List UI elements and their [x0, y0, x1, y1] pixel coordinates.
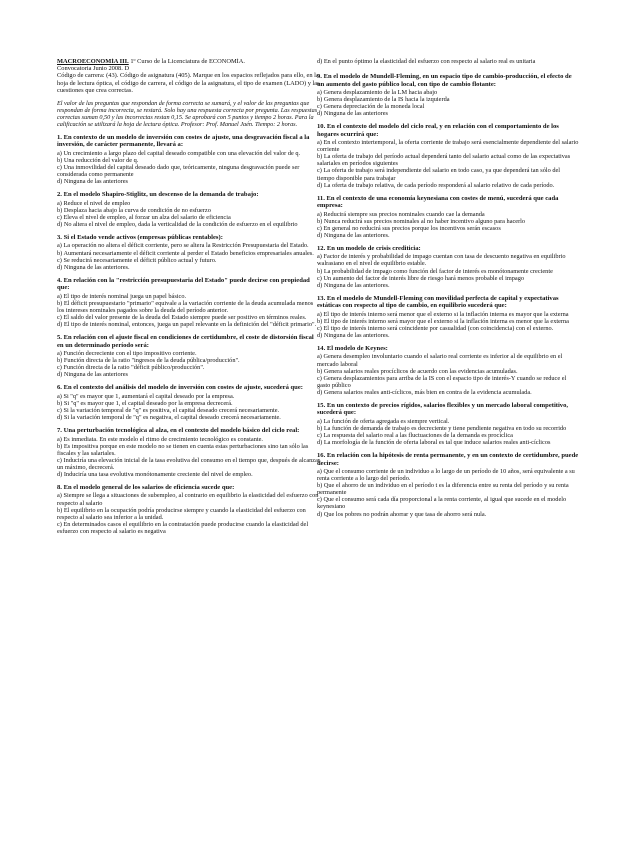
answer-option: b) Aumentará necesariamente el déficit corriente al perder el Estado beneficios empresariales anuales.: [57, 249, 314, 257]
answer-option: a) Es inmediata. En este modelo el ritmo de crecimiento tecnológico es constante.: [57, 435, 263, 443]
answer-option: d) No altera el nivel de empleo, dada la verticalidad de la condición de esfuerzo en el equilibrio: [57, 220, 298, 228]
question-title: 4. En relación con la "restricción presupuestaria del Estado" puede decirse con propiedad que:: [57, 276, 310, 292]
answer-option: a) El tipo de interés interno será menor que el externo si la inflación interna es mayor que la externa: [317, 310, 569, 318]
answer-option: a) La función de oferta agregada es siempre vertical.: [317, 417, 450, 425]
course-name: MACROECONOMÍA III.: [57, 58, 129, 65]
question-title: 7. Una perturbación tecnológica al alza, en el contexto del modelo básico del ciclo real:: [57, 427, 300, 435]
answer-option: d) Ninguna de las anteriores.: [57, 263, 130, 271]
header-line-1: [57, 58, 320, 65]
answer-option: c) La oferta de trabajo será independiente del salario en todo caso, ya que dependerá tan sólo del tiempo disponible para trabajar: [317, 167, 561, 182]
answer-option: c) Si la variación temporal de "q" es positiva, el capital deseado crecerá necesariamente.: [57, 406, 280, 414]
header-line-3: Código de carrera: (43). Código de asignatura (405). Marque en los espacios reflejados para ello, en la hoja de lectura óptica, el código de carrera, el código de la asignatura, el tipo de examen (LADO) y las cuestiones que crea correctas.: [57, 72, 320, 94]
answer-option: b) Que el ahorro de un individuo en el período t es la diferencia entre su renta del período y su renta permanente: [317, 482, 569, 497]
answer-option: a) El tipo de interés nominal juega un papel básico.: [57, 292, 187, 300]
question-block: [57, 427, 320, 478]
answer-option: d) Ninguna de las anteriores: [317, 110, 388, 118]
question-block: [317, 195, 579, 239]
answer-option: d) Ninguna de las anteriores: [57, 178, 128, 186]
answer-option: b) El tipo de interés interno será mayor que el externo si la inflación interna es menor que la externa: [317, 317, 569, 325]
answer-option: d) Ninguna de las anteriores.: [317, 281, 390, 289]
question-title: 2. En el modelo Shapiro-Stiglitz, un descenso de la demanda de trabajo:: [57, 191, 259, 199]
question-block: [317, 295, 579, 339]
answer-option: a) Si "q" es mayor que 1, aumentará el capital deseado por la empresa.: [57, 392, 235, 400]
question-block: [317, 345, 579, 396]
answer-option: c) Induciría una elevación inicial de la tasa evolutiva del consumo en el tiempo que, después de alcanzar un máximo, decrecerá.: [57, 456, 320, 471]
question-block: [57, 384, 320, 421]
answer-option: b) El equilibrio en la ocupación podría producirse siempre y cuando la elasticidad del esfuerzo con respecto al salario sea inferior a la unidad.: [57, 506, 306, 521]
answer-option: a) Función decreciente con el tipo impositivo corriente.: [57, 349, 197, 357]
answer-option: d) Si la variación temporal de "q" es negativa, el capital deseado crecerá necesariamente.: [57, 414, 281, 422]
answer-option: c) Un aumento del factor de interés libre de riesgo hará menos probable el impago: [317, 274, 525, 282]
answer-option: a) Reducirá siempre sus precios nominales cuando cae la demanda: [317, 210, 485, 218]
question-block: [57, 334, 320, 378]
answer-option: b) Genera desplazamiento de la IS hacia la izquierda: [317, 96, 450, 103]
answer-option: c) Que el consumo será cada día proporcional a la renta corriente, al igual que sucede en el modelo keynesiano: [317, 496, 567, 511]
answer-option: b) La probabilidad de impago como función del factor de interés es monótonamente creciente: [317, 267, 553, 275]
answer-option: b) Si "q" es mayor que 1, el capital deseado por la empresa decrecerá.: [57, 399, 233, 407]
answer-option: d) Que los pobres no podrán ahorrar y que tasa de ahorro será nula.: [317, 510, 487, 518]
right-question-list: [317, 73, 579, 518]
answer-option: b) Es impositiva porque en este modelo no se tienen en cuenta estas perturbaciones sino tan sólo las fiscales y las salariales.: [57, 442, 309, 457]
answer-option: c) Genera desplazamientos para arriba de la IS con el espacio tipo de interés-Y cuando se reduce el gasto público: [317, 374, 567, 389]
answer-option: a) Factor de interés y probabilidad de impago cuentan con tasa de descuento negativa en equilibrio walrasiano en el nivel de equilibrio estable.: [317, 253, 566, 268]
question-block: [57, 277, 320, 328]
answer-option: d) Ninguna de las anteriores: [57, 371, 128, 379]
exam-instructions: El valor de las preguntas que respondan de forma correcta se sumará, y el valor de las preguntas que respondan de forma incorrecta, se restará. Solo hay una respuesta correcta por pregunta. Las respuestas correctas suman 0,50 y las incorrectas restan 0,15. Se aprobará con 5 puntos y tiempo 2 horas. Para la calificación se utilizará la hoja de lectura óptica. Profesor: Prof. Manuel Jaén. Tiempo: 2 horas.: [57, 100, 318, 129]
answer-option: b) El déficit presupuestario "primario" equivale a la variación corriente de la deuda acumulada menos los intereses nominales pagados sobre la deuda del período anterior.: [57, 299, 314, 314]
answer-option: a) Un crecimiento a largo plazo del capital deseado compatible con una elevación del valor de q.: [57, 149, 301, 157]
answer-option: c) La respuesta del salario real a las fluctuaciones de la demanda es procíclica: [317, 431, 513, 439]
answer-option: c) Genera depreciación de la moneda local: [317, 103, 425, 111]
answer-option: d) El tipo de interés nominal, entonces, juega un papel relevante en la definición del "déficit primario".: [57, 321, 317, 329]
answer-option: b) Genera salarios reales procíclicos de acuerdo con las evidencias acumuladas.: [317, 367, 518, 375]
answer-option: b) La oferta de trabajo del período actual dependerá tanto del salario actual como de las expectativas salariales en períodos siguientes: [317, 153, 571, 168]
question-block: [317, 123, 579, 188]
question-block: [317, 452, 579, 517]
course-degree: 1º Curso de la Licenciatura de ECONOMÍA.: [128, 58, 246, 65]
answer-option: b) Función directa de la ratio "ingresos de la deuda pública/producción".: [57, 357, 240, 365]
answer-option: a) Que el consumo corriente de un individuo a lo largo de un período de 10 años, será equivalente a su renta corriente a lo largo del período.: [317, 467, 575, 483]
answer-option: b) Una reducción del valor de q.: [57, 156, 139, 164]
answer-option: a) Reduce el nivel de empleo: [57, 199, 131, 207]
question-title: 16. En relación con la hipótesis de renta permanente, y en un contexto de certidumbre, puede decirse:: [317, 452, 579, 467]
exam-header: [57, 58, 320, 94]
answer-option: d) Ninguna de las anteriores.: [317, 331, 390, 339]
question-title: 15. En un contexto de precios rígidos, salarios flexibles y un mercado laboral competitivo, sucederá que:: [317, 401, 569, 417]
answer-option: a) Siempre se llega a situaciones de subempleo, al contrario en equilibrio la elasticidad del esfuerzo con respecto al salario: [57, 492, 319, 507]
answer-option: a) En el contexto intertemporal, la oferta corriente de trabajo será esencialmente dependiente del salario corriente: [317, 139, 579, 154]
question-block: [57, 191, 320, 228]
left-question-list: [57, 134, 320, 535]
question-title: 12. En un modelo de crisis crediticia:: [317, 244, 421, 252]
question-title: 1. En contexto de un modelo de inversión con costes de ajuste, una desgravación fiscal a la inversión, de carácter permanente, llevará a:: [57, 134, 310, 149]
answer-option: a) Genera desempleo involuntario cuando el salario real corriente es inferior al de equilibrio en el mercado laboral: [317, 353, 563, 368]
question-block: [57, 484, 320, 535]
answer-option: b) La función de demanda de trabajo es decreciente y tiene pendiente negativa en todo su recorrido: [317, 424, 567, 432]
question-block: [317, 402, 579, 446]
continued-option: d) En el punto óptimo la elasticidad del esfuerzo con respecto al salario real es unitaria: [317, 58, 536, 65]
answer-option: c) El tipo de interés interno será coincidente por casualidad (con coincidencia) con el externo.: [317, 324, 554, 332]
answer-option: c) En determinados casos el equilibrio en la contratación puede producirse cuando la elasticidad del esfuerzo con respecto al salario es negativa: [57, 520, 309, 535]
answer-option: d) Genera salarios reales anti-cíclicos, más bien en contra de la evidencia acumulada.: [317, 388, 532, 396]
question-block: [57, 234, 320, 271]
answer-option: c) Eleva el nivel de empleo, al forzar un alza del salario de eficiencia: [57, 213, 231, 221]
answer-option: c) Función directa de la ratio "déficit público/producción".: [57, 364, 205, 372]
answer-option: c) Una inmovilidad del capital deseado dado que, teóricamente, ninguna desgravación puede ser considerada como permanente: [57, 164, 300, 179]
answer-option: b) Nunca reducirá sus precios nominales al no haber incentivo alguno para hacerlo: [317, 217, 526, 225]
question-title: 11. En el contexto de una economía keynesiana con costes de menú, sucederá que cada empresa:: [317, 194, 559, 210]
question-title: 9. En el modelo de Mundell-Fleming, en un espacio tipo de cambio-producción, el efecto de un aumento del gasto público local, con tipo de cambio flotante:: [317, 73, 572, 88]
header-line-2: Convocatoria Junio 2008. D: [57, 65, 130, 73]
answer-option: c) Se reducirá necesariamente el déficit público actual y futuro.: [57, 256, 217, 264]
answer-option: d) Induciría una tasa evolutiva monótonamente creciente del nivel de empleo.: [57, 470, 253, 478]
question-title: 10. En el contexto del modelo del ciclo real, y en relación con el comportamiento de los hogares ocurrirá que:: [317, 123, 559, 138]
answer-option: c) El saldo del valor presente de la deuda del Estado siempre puede ser positivo en términos reales.: [57, 313, 307, 321]
question-title: 3. Si el Estado vende activos (empresas públicas rentables):: [57, 234, 223, 242]
question-title: 14. El modelo de Keynes:: [317, 345, 388, 352]
answer-option: c) En general no reducirá sus precios porque los incentivos serán escasos: [317, 224, 501, 232]
right-column: [317, 58, 579, 524]
answer-option: d) Ninguna de las anteriores.: [317, 231, 390, 239]
question-block: [57, 134, 320, 185]
question-title: 8. En el modelo general de los salarios de eficiencia sucede que:: [57, 484, 235, 492]
answer-option: b) Desplaza hacia abajo la curva de condición de no esfuerzo: [57, 206, 211, 214]
answer-option: d) La morfología de la función de oferta laboral es tal que induce salarios reales anti-cíclicos: [317, 439, 551, 447]
question-title: 5. En relación con el ajuste fiscal en condiciones de certidumbre, el coste de distorsión fiscal en un determinado período será:: [57, 334, 314, 349]
question-block: [317, 73, 579, 117]
answer-option: a) La operación no altera el déficit corriente, pero se altera la Restricción Presupuestaria del Estado.: [57, 242, 309, 250]
answer-option: d) La oferta de trabajo relativa, de cada período responderá al salario relativo de cada período.: [317, 181, 555, 189]
answer-option: a) Genera desplazamiento de la LM hacia abajo: [317, 88, 438, 96]
question-title: 6. En el contexto del análisis del modelo de inversión con costes de ajuste, sucederá que:: [57, 384, 303, 392]
question-title: 13. En el modelo de Mundell-Fleming con movilidad perfecta de capital y expectativas estáticas con respecto al tipo de cambio, en equilibrio sucederá que:: [317, 294, 559, 310]
left-column: [57, 58, 320, 541]
question-block: [317, 245, 579, 289]
